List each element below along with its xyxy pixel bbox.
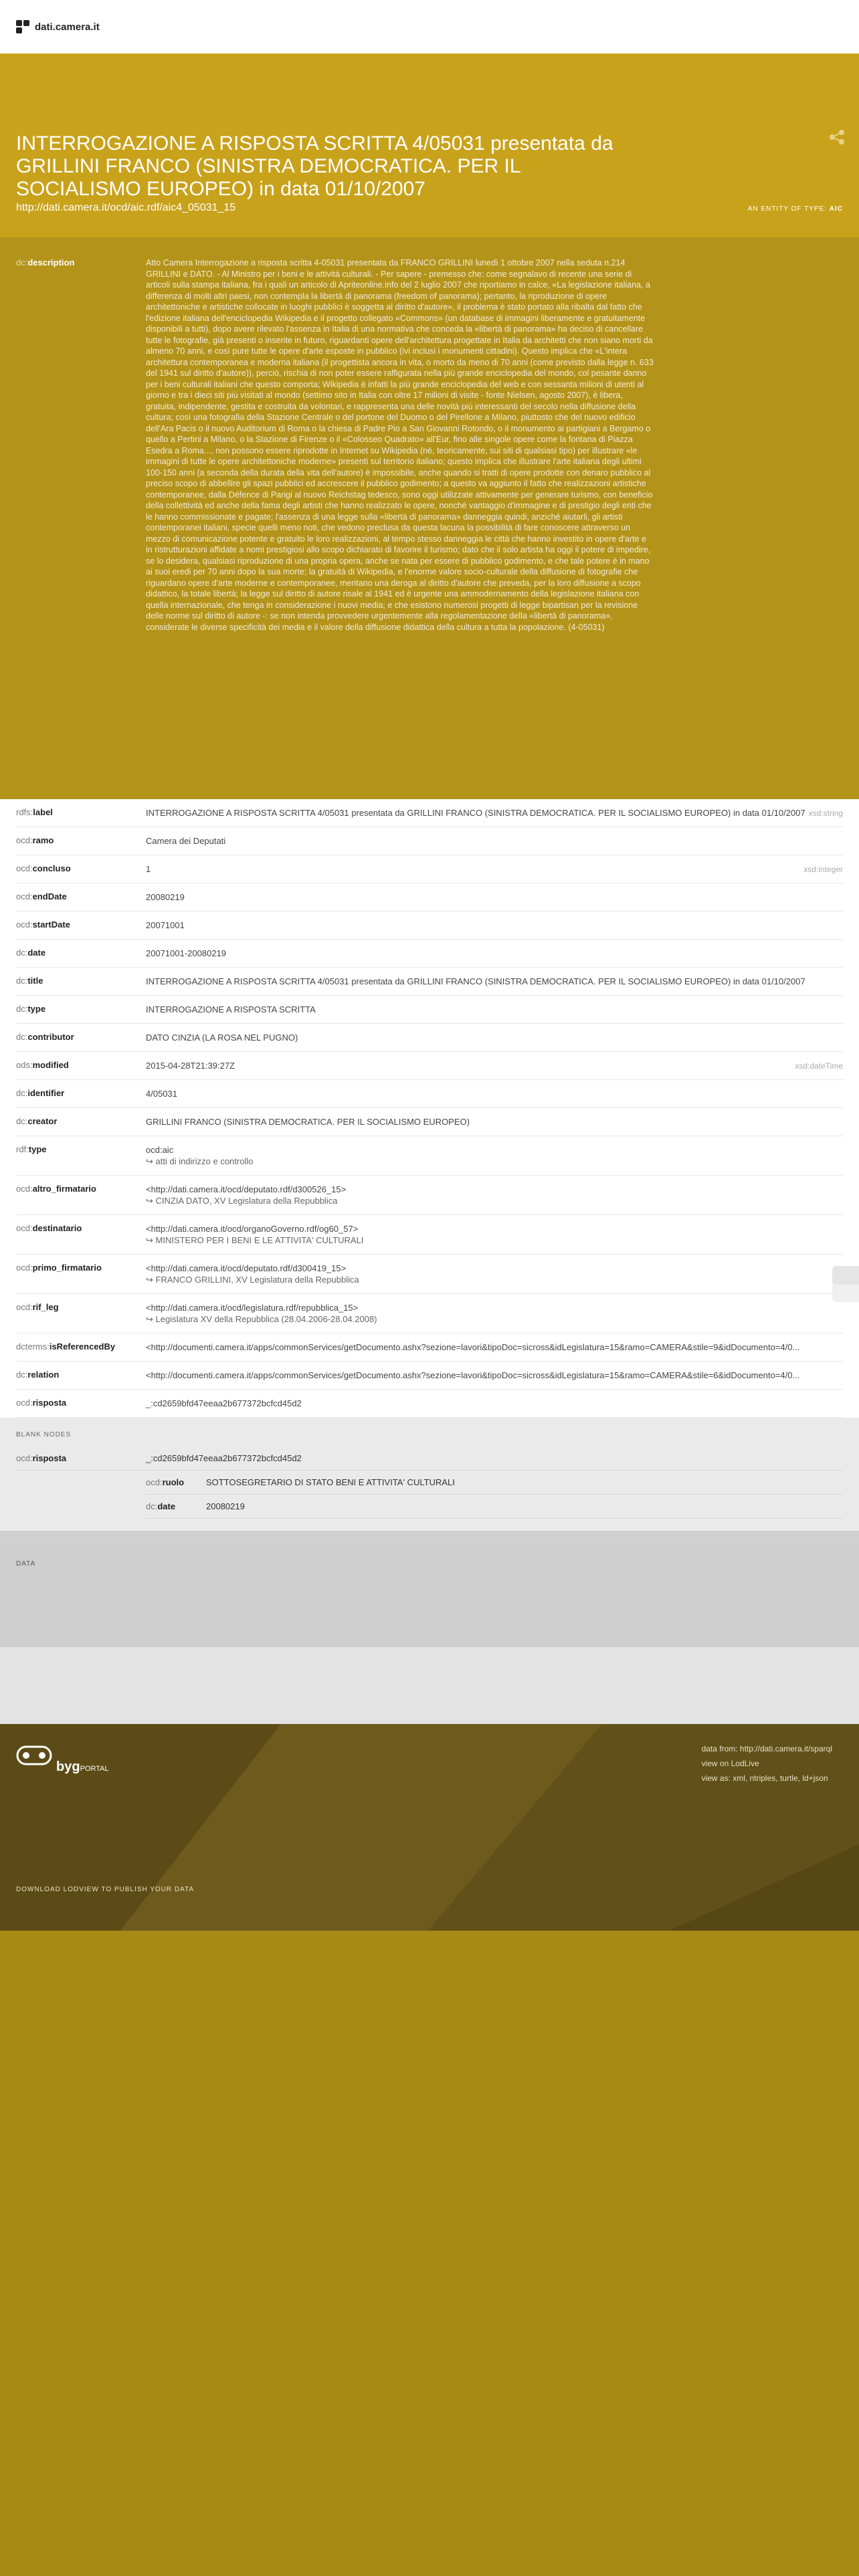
lodview-brand[interactable] — [16, 1745, 109, 1775]
datatype-label: xsd:dateTime — [795, 1061, 843, 1071]
footer-link[interactable]: view on LodLive — [701, 1759, 759, 1768]
property-value — [146, 948, 843, 959]
property-key-name[interactable]: risposta — [32, 1398, 67, 1408]
property-key — [16, 1004, 146, 1014]
property-value-text: Camera dei Deputati — [146, 836, 226, 846]
property-row — [16, 1108, 843, 1136]
nested-key-name[interactable]: ruolo — [162, 1477, 185, 1487]
property-key-name[interactable]: rif_leg — [32, 1302, 59, 1312]
nested-key — [146, 1501, 206, 1511]
entity-type-label: AN ENTITY OF TYPE: — [747, 205, 827, 213]
blank-node-value[interactable]: _:cd2659bfd47eeaa2b677372bcfcd45d2 — [146, 1453, 302, 1463]
blank-nodes-heading: BLANK NODES — [16, 1431, 72, 1438]
property-key — [16, 835, 146, 845]
property-row — [16, 1333, 843, 1362]
property-key — [16, 891, 146, 901]
site-logo[interactable] — [16, 20, 100, 33]
footer — [0, 1724, 859, 1931]
property-prefix: dc: — [16, 1088, 28, 1098]
property-value-text: INTERROGAZIONE A RISPOSTA SCRITTA — [146, 1004, 316, 1014]
property-value — [146, 1263, 843, 1285]
property-key — [16, 976, 146, 986]
property-key-name[interactable]: ramo — [32, 835, 54, 845]
page-title: INTERROGAZIONE A RISPOSTA SCRITTA 4/05031 presentata da GRILLINI FRANCO (SINISTRA DEMOCRATICA. PER IL SOCIALISMO EUROPEO) in data 01/10/2007 — [16, 132, 613, 200]
property-value-text: 20080219 — [146, 892, 185, 902]
property-prefix: rdfs: — [16, 807, 33, 817]
property-key — [16, 1341, 146, 1352]
property-prefix: ocd: — [16, 1302, 33, 1312]
top-bar — [0, 0, 859, 53]
property-key — [16, 807, 146, 817]
property-prefix: dc: — [16, 1370, 28, 1380]
property-prefix: ocd: — [16, 1398, 33, 1408]
property-row — [16, 1255, 843, 1294]
property-value — [146, 1184, 843, 1206]
property-key-name[interactable]: isReferencedBy — [49, 1341, 116, 1352]
property-key-name[interactable]: modified — [32, 1060, 69, 1070]
property-value — [146, 1116, 843, 1128]
resource-uri-link[interactable]: http://dati.camera.it/ocd/aic.rdf/aic4_05031_15 — [16, 202, 236, 213]
property-row — [16, 1136, 843, 1176]
property-value-text[interactable]: <http://documenti.camera.it/apps/commonServices/getDocumento.ashx?sezione=lavori&tipoDoc=sicross&idLegislatura=15&ramo=CAMERA&stile=6&idDocumento=4/0... — [146, 1370, 800, 1380]
property-value-text[interactable]: <http://dati.camera.it/ocd/deputato.rdf/d300419_15> — [146, 1263, 347, 1273]
property-prefix: ocd: — [16, 1263, 33, 1273]
property-row — [16, 883, 843, 911]
property-key — [16, 1302, 146, 1312]
property-row — [16, 996, 843, 1024]
property-value-label: ↪ atti di indirizzo e controllo — [146, 1156, 254, 1166]
property-prefix: dc: — [16, 1032, 28, 1042]
property-key — [16, 1184, 146, 1194]
blank-node-nested-row — [146, 1471, 843, 1495]
footer-link[interactable]: data from: http://dati.camera.it/sparql — [701, 1744, 832, 1753]
blank-node-nested — [146, 1471, 843, 1519]
property-prefix: ocd: — [16, 1184, 33, 1194]
footer-links — [702, 1741, 832, 1786]
property-value-text: 1 — [146, 864, 151, 874]
property-row — [16, 1294, 843, 1333]
page-background — [0, 1931, 859, 2479]
footer-link[interactable]: view as: xml, ntriples, turtle, ld+json — [701, 1774, 828, 1783]
blank-node-key — [16, 1453, 146, 1463]
property-value — [146, 863, 843, 875]
property-value — [146, 1032, 843, 1043]
property-value — [146, 920, 843, 931]
share-icon[interactable] — [828, 128, 846, 146]
description-prefix: dc: — [16, 257, 28, 267]
property-value-text: 4/05031 — [146, 1089, 177, 1099]
nested-prefix: ocd: — [146, 1477, 163, 1487]
property-key — [16, 1223, 146, 1233]
download-lodview-link[interactable]: DOWNLOAD LODVIEW TO PUBLISH YOUR DATA — [16, 1886, 195, 1893]
property-prefix: ocd: — [16, 920, 33, 930]
property-value-label: ↪ FRANCO GRILLINI, XV Legislatura della Repubblica — [146, 1275, 359, 1285]
property-value-text: 2015-04-28T21:39:27Z — [146, 1061, 235, 1071]
property-value — [146, 976, 843, 987]
divider — [0, 1647, 859, 1724]
nested-value: SOTTOSEGRETARIO DI STATO BENI E ATTIVITA' CULTURALI — [206, 1477, 455, 1487]
property-value-text: 20071001-20080219 — [146, 948, 227, 958]
property-value — [146, 835, 843, 847]
property-value-text[interactable]: <http://dati.camera.it/ocd/deputato.rdf/d300526_15> — [146, 1184, 347, 1194]
blank-node-nested-row — [146, 1495, 843, 1519]
property-key-name[interactable]: identifier — [27, 1088, 65, 1098]
property-value-text: GRILLINI FRANCO (SINISTRA DEMOCRATICA. PER IL SOCIALISMO EUROPEO) — [146, 1117, 470, 1127]
hero-header — [0, 53, 859, 237]
property-value — [146, 1341, 843, 1353]
site-logo-text: dati.camera.it — [35, 21, 100, 33]
property-prefix: ocd: — [16, 891, 33, 901]
property-key — [16, 920, 146, 930]
description-text: Atto Camera Interrogazione a risposta scritta 4-05031 presentata da FRANCO GRILLINI lunedì 1 ottobre 2007 nella seduta n.214 GRILLINI e DATO. - Al Ministro per i beni e le attività culturali. - Per sapere - premesso che: come segnalavo di recente una serie di articoli sulla stampa italiana, fra i quali un articolo di Apriteonline.info del 2 luglio 2007 che riportiamo in calce, «La legislazione italiana, a differenza di molti altri paesi, non contempla la libertà di panorama (freedom of panorama); pertanto, la riproduzione di opere architettoniche e artistiche collocate in luoghi pubblici è soggetta al diritto d'autore», il problema è stato portato alla ribalta dal fatto che l'edizione italiana dell'enciclopedia Wikipedia e il progetto collegato «Commons» (un database di immagini liberamente e gratuitamente disponibili a tutti), dopo avere rilevato l'assenza in Italia di una normativa che conceda la «libertà di panorama» ha deciso di cancellare tutte le fotografie, già presenti o inserite in futuro, riguardanti opere dell'architettura progettate in Italia da architetti che non siano morti da almeno 70 anni, e così pure tutte le opere d'arte esposte in pubblico (ivi inclusi i monumenti cittadini). Questo implica che «L'intera architettura contemporanea e moderna italiana (il progettista ancora in vita, o morto da meno di 70 anni (come previsto dalla legge n. 633 del 1941 sul diritto d'autore)), perciò, rischia di non poter essere raffigurata nella più grande enciclopedia del mondo, col pesante danno per i beni culturali italiani che questo comporta; Wikipedia è infatti la più grande enciclopedia del web e con sessanta milioni di utenti al giorno e tra i dieci siti più visitati al mondo (settimo sito in Italia con oltre 17 milioni di visite - fonte Nielsen, agosto 2007), è libera, gratuita, indipendente, gestita e costruita da volontari, e rappresenta una delle novità più interessanti del secolo nella diffusione della cultura; così una fotografia della Stazione Centrale o del portone del Duomo o del Pirellone a Milano, piuttosto che del nuovo edificio dell'Ara Pacis o il nuovo Auditorium di Roma o la chiesa di Padre Pio a San Giovanni Rotondo, o il monumento ai partigiani a Bergamo o quello a Pertini a Milano, o la Stazione di Firenze o il «Colosseo Quadrato» all'Eur, fino alle singole opere come la fontana di Piazza Esedra a Roma..., non possono essere riprodotte in Internet su Wikipedia (né, teoricamente, sui siti di qualsiasi tipo) per illustrare «le immagini di tutte le opere architettoniche moderne» presenti sul territorio italiano; questo implica che illustrare l'arte italiana degli ultimi 100-150 anni (a seconda della durata della vita dell'autore) è impossibile, anche quando si tratti di opere prodotte con denaro pubblico al preciso scopo di abbellire gli spazi pubblici ed accrescere il pubblico godimento; a questo va aggiunto il fatto che realizzazioni artistiche contemporanee, dalla Défence di Parigi al nuovo Reichstag tedesco, sono oggi utilizzate attivamente per generare turismo, con beneficio della collettività ed anche della fama degli artisti che hanno realizzato le opere, nonché vantaggio d'immagine e di prestigio degli enti che le hanno commissionate e pagate; l'assenza di una legge sulla «libertà di panorama» danneggia quindi, anziché aiutarli, gli artisti contemporanei italiani, specie quelli meno noti, che vedono preclusa da questa lacuna la possibilità di fare conoscere attraverso un mezzo di comunicazione potente e gratuito le loro realizzazioni, al tempo stesso danneggia le città che hanno investito in opere d'arte e in ristrutturazioni affidate a nomi prestigiosi allo scopo dichiarato di favorire il turismo; dato che il solo artista ha oggi il potere di impedire, se lo desidera, qualsiasi riproduzione di una propria opera, anche se nata per essere di pubblico godimento, e che tale potere è in mano ai suoi eredi per 70 anni dopo la sua morte; la gratuità di Wikipedia, e l'enorme valore socio-culturale della diffusione di fotografie che riguardano opere d'arte moderne e contemporanee, meritano una deroga al diritto d'autore che preveda, per la loro diffusione a scopo didattico, la totale libertà; la legge sul diritto di autore risale al 1941 ed è urgente una ammodernamento della legislazione italiana con quella internazionale, che tenga in considerazione i nuovi media; e che esistono numerosi progetti di legge bipartisan per la revisione delle norme sul diritto di autore -: se non intenda provvedere urgentemente alla regolamentazione della «libertà di panorama», considerate le diverse specificità dei media e il valore della diffusione didattica della cultura a tutta la popolazione. (4-05031) — [146, 258, 654, 632]
property-prefix: dcterms: — [16, 1341, 50, 1352]
property-value — [146, 1302, 843, 1325]
description-key — [16, 257, 146, 776]
brand-name: PORTAL — [80, 1765, 109, 1773]
property-prefix: rdf: — [16, 1144, 29, 1154]
property-value-label: ↪ MINISTERO PER I BENI E LE ATTIVITA' CULTURALI — [146, 1235, 364, 1245]
property-value — [146, 1223, 843, 1246]
property-value — [146, 1088, 843, 1099]
property-prefix: ocd: — [16, 1223, 33, 1233]
property-key — [16, 1060, 146, 1070]
property-key-name[interactable]: date — [27, 948, 46, 958]
property-row — [16, 827, 843, 855]
blank-node-key-name[interactable]: risposta — [32, 1453, 67, 1463]
side-tab-upper[interactable] — [832, 1266, 859, 1285]
property-value-text[interactable]: <http://dati.camera.it/ocd/organoGoverno.rdf/og60_57> — [146, 1224, 359, 1234]
property-row — [16, 968, 843, 996]
property-row — [16, 1052, 843, 1080]
datatype-label: xsd:string — [808, 809, 843, 818]
property-value — [146, 1060, 843, 1071]
property-key-name[interactable]: creator — [27, 1116, 58, 1126]
property-value — [146, 1398, 843, 1409]
property-key-name[interactable]: altro_firmatario — [32, 1184, 96, 1194]
entity-type-link[interactable]: AIC — [829, 205, 843, 213]
datatype-label: xsd:integer — [803, 865, 843, 874]
property-prefix: dc: — [16, 948, 28, 958]
property-row — [16, 911, 843, 940]
property-row — [16, 799, 843, 827]
property-prefix: ocd: — [16, 863, 33, 873]
property-prefix: dc: — [16, 1004, 28, 1014]
property-value — [146, 1004, 843, 1015]
blank-nodes-section — [0, 1418, 859, 1531]
property-value-text: 20071001 — [146, 920, 185, 930]
blank-node-row — [16, 1446, 843, 1471]
properties-list — [0, 799, 859, 1418]
property-key — [16, 1144, 146, 1154]
property-row — [16, 1390, 843, 1418]
property-key-name[interactable]: type — [28, 1144, 47, 1154]
nested-key — [146, 1477, 206, 1487]
description-section — [0, 237, 859, 799]
data-section — [0, 1547, 859, 1647]
description-key-name[interactable]: description — [27, 257, 75, 267]
property-key — [16, 1116, 146, 1126]
property-row — [16, 1024, 843, 1052]
property-value-label: ↪ CINZIA DATO, XV Legislatura della Repubblica — [146, 1196, 338, 1206]
property-value-text[interactable]: ocd:aic — [146, 1145, 174, 1155]
property-value-text: DATO CINZIA (LA ROSA NEL PUGNO) — [146, 1033, 298, 1043]
property-key-name[interactable]: contributor — [27, 1032, 74, 1042]
property-value-text: INTERROGAZIONE A RISPOSTA SCRITTA 4/05031 presentata da GRILLINI FRANCO (SINISTRA DEMOCRATICA. PER IL SOCIALISMO EUROPEO) in data 01/10/2007 — [146, 808, 805, 818]
property-value — [146, 807, 843, 819]
nested-prefix: dc: — [146, 1501, 158, 1511]
logo-mark-icon — [16, 20, 29, 33]
property-prefix: ods: — [16, 1060, 33, 1070]
property-key-name[interactable]: primo_firmatario — [32, 1263, 102, 1273]
property-row — [16, 855, 843, 883]
property-key-name[interactable]: concluso — [32, 863, 71, 873]
property-value — [146, 1144, 843, 1167]
property-row — [16, 1215, 843, 1255]
nested-value: 20080219 — [206, 1501, 245, 1511]
property-key — [16, 1370, 146, 1380]
property-value-text: INTERROGAZIONE A RISPOSTA SCRITTA 4/05031 presentata da GRILLINI FRANCO (SINISTRA DEMOCRATICA. PER IL SOCIALISMO EUROPEO) in data 01/10/2007 — [146, 976, 805, 986]
property-key-name[interactable]: relation — [27, 1370, 60, 1380]
property-key — [16, 1032, 146, 1042]
property-key-name[interactable]: type — [27, 1004, 46, 1014]
nested-key-name[interactable]: date — [157, 1501, 176, 1511]
property-key-name[interactable]: endDate — [32, 891, 67, 901]
property-key-name[interactable]: destinatario — [32, 1223, 82, 1233]
property-key — [16, 1398, 146, 1408]
property-key — [16, 948, 146, 958]
property-prefix: dc: — [16, 976, 28, 986]
property-key-name[interactable]: startDate — [32, 920, 70, 930]
property-row — [16, 1362, 843, 1390]
property-key — [16, 863, 146, 873]
blank-node-prefix: ocd: — [16, 1453, 33, 1463]
property-row — [16, 1176, 843, 1215]
brand-prefix: byg — [56, 1759, 80, 1774]
property-key-name[interactable]: label — [33, 807, 53, 817]
entity-type — [748, 205, 843, 213]
property-row — [16, 1080, 843, 1108]
divider — [0, 1531, 859, 1547]
property-value — [146, 1370, 843, 1381]
property-value-text[interactable]: <http://documenti.camera.it/apps/commonServices/getDocumento.ashx?sezione=lavori&tipoDoc=sicross&idLegislatura=15&ramo=CAMERA&stile=9&idDocumento=4/0... — [146, 1342, 800, 1352]
property-value-text[interactable]: <http://dati.camera.it/ocd/legislatura.rdf/repubblica_15> — [146, 1303, 359, 1313]
property-value-label: ↪ Legislatura XV della Repubblica (28.04.2006-28.04.2008) — [146, 1314, 377, 1324]
property-prefix: ocd: — [16, 835, 33, 845]
property-value-text[interactable]: _:cd2659bfd47eeaa2b677372bcfcd45d2 — [146, 1398, 302, 1408]
property-value — [146, 891, 843, 903]
lodview-logo-icon — [16, 1745, 52, 1775]
property-key — [16, 1263, 146, 1273]
data-heading: DATA — [16, 1560, 36, 1568]
property-row — [16, 940, 843, 968]
property-prefix: dc: — [16, 1116, 28, 1126]
property-key — [16, 1088, 146, 1098]
property-key-name[interactable]: title — [27, 976, 43, 986]
